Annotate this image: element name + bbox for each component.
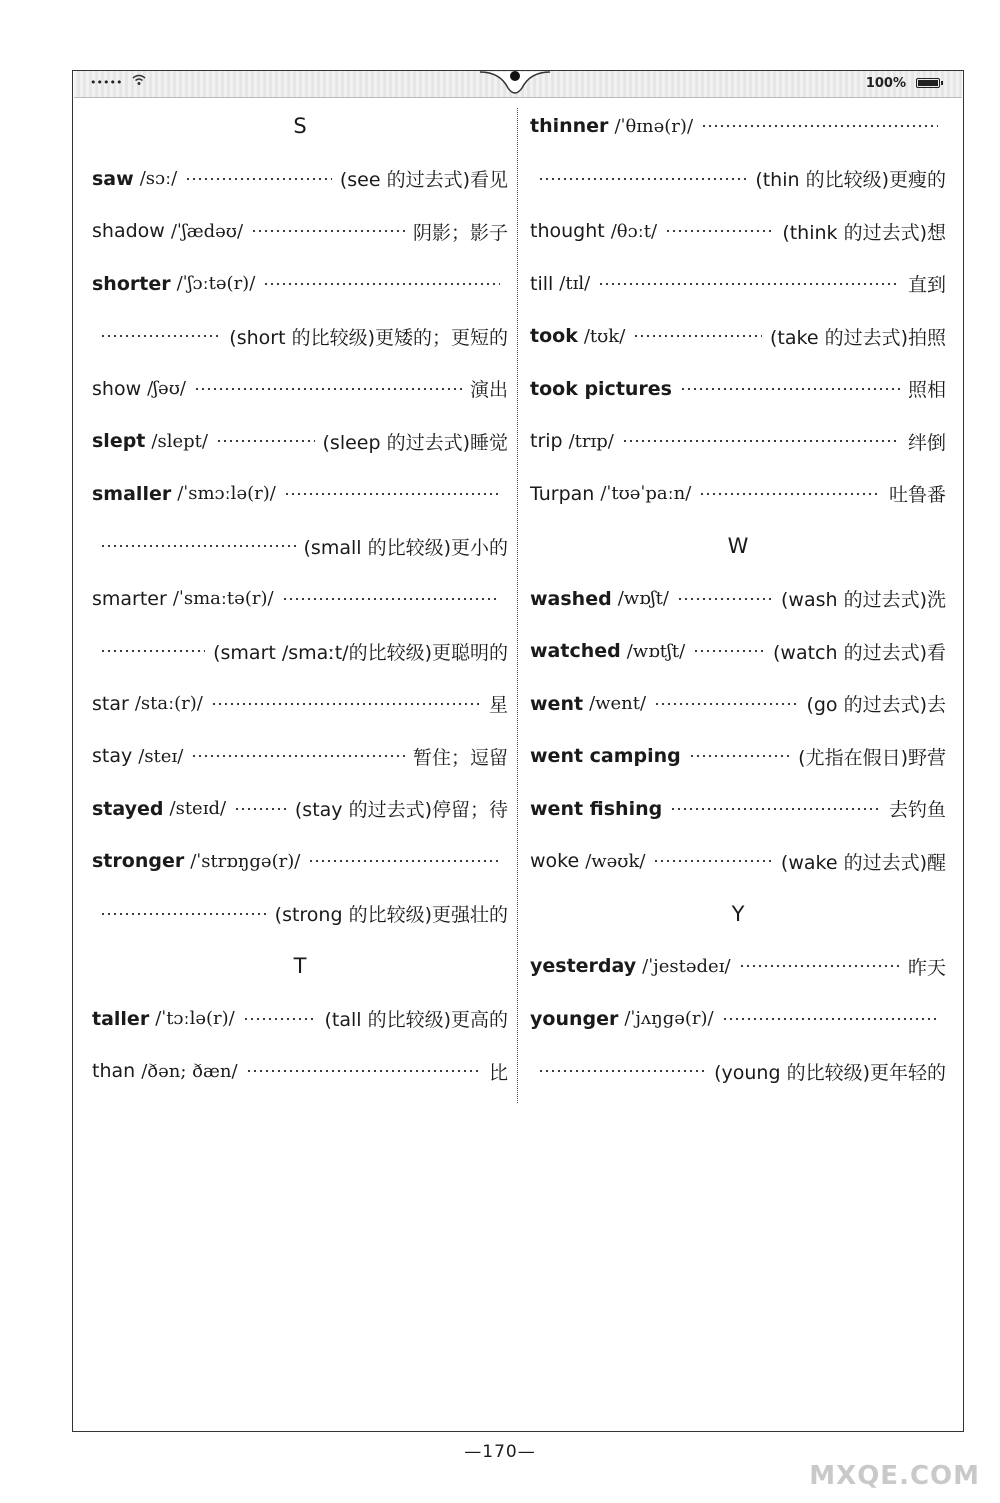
entry-word: stay <box>92 745 133 768</box>
entry-meaning: (strong 的比较级)更强壮的 <box>274 904 508 927</box>
leader-dots <box>216 440 315 442</box>
section-letter: W <box>727 534 749 559</box>
entry-meaning: (smart /smaːt/的比较级)更聪明的 <box>213 641 508 664</box>
battery-percent: 100% <box>865 76 906 91</box>
entry-word: younger <box>530 1007 619 1030</box>
vocab-entry <box>92 835 508 888</box>
vocab-entry <box>92 730 508 783</box>
vocab-entry <box>530 100 946 153</box>
entry-word: taller <box>92 1007 150 1030</box>
vocab-entry <box>530 573 946 626</box>
entry-meaning: (small 的比较级)更小的 <box>303 536 508 559</box>
entry-word: slept <box>92 430 146 453</box>
leader-dots <box>654 703 798 705</box>
entry-phonetic: /ˈsmɔːlə(r)/ <box>177 483 276 505</box>
entry-phonetic: /θɔːt/ <box>610 220 658 242</box>
leader-dots <box>263 283 500 285</box>
vocab-entry <box>92 993 508 1046</box>
leader-dots <box>538 178 747 180</box>
entry-word: took pictures <box>530 377 672 400</box>
leader-dots <box>739 965 900 967</box>
entry-meaning: 照相 <box>907 379 946 402</box>
entry-continuation <box>530 1045 946 1098</box>
vocab-entry <box>92 258 508 311</box>
leader-dots <box>538 1070 706 1072</box>
entry-phonetic: /steɪ/ <box>138 745 184 767</box>
entry-continuation <box>92 888 508 941</box>
entry-phonetic: /wɒʃt/ <box>617 588 669 610</box>
vocab-entry <box>92 415 508 468</box>
entry-word: till <box>530 272 554 295</box>
leader-dots <box>653 860 772 862</box>
vocab-entry <box>92 573 508 626</box>
entry-word: went fishing <box>530 797 663 820</box>
entry-word: Turpan <box>530 482 595 505</box>
vocab-entry <box>92 1045 508 1098</box>
leader-dots <box>670 808 881 810</box>
camera-dot-icon <box>510 71 520 81</box>
entry-word: show <box>92 377 142 400</box>
entry-meaning: (take 的过去式)拍照 <box>770 326 946 349</box>
vocab-entry <box>530 363 946 416</box>
leader-dots <box>689 755 790 757</box>
leader-dots <box>680 388 900 390</box>
vocab-entry <box>92 468 508 521</box>
vocab-entry <box>530 835 946 888</box>
entry-continuation <box>92 520 508 573</box>
entry-word: yesterday <box>530 955 637 978</box>
vocab-entry <box>530 940 946 993</box>
entry-word: thought <box>530 220 605 243</box>
leader-dots <box>211 703 481 705</box>
entry-word: than <box>92 1060 136 1083</box>
right-column <box>530 100 946 1098</box>
vocab-entry <box>530 258 946 311</box>
section-letter: T <box>293 954 307 979</box>
leader-dots <box>598 283 900 285</box>
section-letter: Y <box>731 901 745 926</box>
leader-dots <box>693 650 765 652</box>
entry-word: shorter <box>92 272 171 295</box>
page-number: —170— <box>464 1442 536 1462</box>
entry-phonetic: /ˈjʌŋgə(r)/ <box>624 1008 714 1030</box>
entry-word: smaller <box>92 482 172 505</box>
leader-dots <box>677 598 773 600</box>
vocab-entry <box>92 363 508 416</box>
leader-dots <box>100 545 296 547</box>
entry-word: took <box>530 325 578 348</box>
entry-meaning: 阴影；影子 <box>412 221 508 244</box>
vocab-entry <box>92 205 508 258</box>
entry-continuation <box>530 153 946 206</box>
entry-meaning: (thin 的比较级)更瘦的 <box>755 169 946 192</box>
leader-dots <box>282 598 500 600</box>
leader-dots <box>243 1018 317 1020</box>
entry-meaning: 星 <box>488 694 508 717</box>
entry-meaning: (watch 的过去式)看 <box>773 641 946 664</box>
entry-meaning: (sleep 的过去式)睡觉 <box>322 431 508 454</box>
entry-meaning: 暂住；逗留 <box>412 746 508 769</box>
leader-dots <box>234 808 287 810</box>
entry-continuation <box>92 310 508 363</box>
vocab-entry <box>530 678 946 731</box>
leader-dots <box>191 755 405 757</box>
leader-dots <box>246 1070 481 1072</box>
section-letter: S <box>293 114 307 139</box>
entry-phonetic: /went/ <box>589 693 647 715</box>
entry-phonetic: /trɪp/ <box>568 430 614 452</box>
vocab-entry <box>92 783 508 836</box>
entry-meaning: (think 的过去式)想 <box>782 221 946 244</box>
entry-word: stronger <box>92 850 185 873</box>
vocab-entry <box>530 625 946 678</box>
vocab-entry <box>92 153 508 206</box>
signal-icon: ••••• <box>90 76 123 89</box>
entry-meaning: 吐鲁番 <box>888 484 946 507</box>
entry-phonetic: /wəʊk/ <box>585 850 646 872</box>
entry-meaning: (young 的比较级)更年轻的 <box>714 1061 946 1084</box>
entry-meaning: (wake 的过去式)醒 <box>780 851 946 874</box>
entry-continuation <box>92 625 508 678</box>
vocab-entry <box>530 468 946 521</box>
entry-phonetic: /staː(r)/ <box>134 693 203 715</box>
vocab-entry <box>530 783 946 836</box>
entry-meaning: (wash 的过去式)洗 <box>781 589 946 612</box>
entry-phonetic: /ðən; ðæn/ <box>141 1060 238 1082</box>
leader-dots <box>100 335 221 337</box>
entry-meaning: (short 的比较级)更矮的；更短的 <box>229 326 508 349</box>
entry-meaning: 绊倒 <box>907 431 946 454</box>
leader-dots <box>185 178 332 180</box>
entry-word: washed <box>530 587 612 610</box>
entry-phonetic: /ʃəʊ/ <box>147 378 186 400</box>
entry-word: trip <box>530 430 563 453</box>
entry-phonetic: /ˈtʊəˈpaːn/ <box>600 483 692 505</box>
leader-dots <box>622 440 900 442</box>
camera-notch <box>480 66 550 98</box>
vocab-entry <box>530 730 946 783</box>
vocab-entry <box>530 993 946 1046</box>
entry-meaning: (tall 的比较级)更高的 <box>324 1009 508 1032</box>
entry-phonetic: /ˈstrɒŋgə(r)/ <box>190 850 301 872</box>
leader-dots <box>665 230 774 232</box>
leader-dots <box>100 650 205 652</box>
entry-phonetic: /tɪl/ <box>559 273 591 295</box>
vocab-entry <box>92 678 508 731</box>
entry-phonetic: /ˈʃædəʊ/ <box>170 220 244 242</box>
vocab-entry <box>530 415 946 468</box>
leader-dots <box>722 1018 938 1020</box>
entry-phonetic: /wɒtʃt/ <box>626 640 686 662</box>
leader-dots <box>633 335 762 337</box>
entry-phonetic: /sɔː/ <box>139 168 178 190</box>
entry-phonetic: /ˈjestədeɪ/ <box>642 955 731 977</box>
entry-word: shadow <box>92 220 165 243</box>
entry-phonetic: /ˈtɔːlə(r)/ <box>155 1008 235 1030</box>
entry-meaning: 直到 <box>907 274 946 297</box>
leader-dots <box>194 388 462 390</box>
leader-dots <box>100 913 267 915</box>
entry-meaning: 演出 <box>469 379 508 402</box>
watermark: MXQE.COM <box>809 1461 980 1491</box>
entry-word: went camping <box>530 745 681 768</box>
leader-dots <box>701 125 938 127</box>
entry-phonetic: /slept/ <box>151 430 208 452</box>
entry-meaning: (see 的过去式)看见 <box>339 169 508 192</box>
entry-meaning: 比 <box>488 1061 508 1084</box>
entry-word: stayed <box>92 797 164 820</box>
leader-dots <box>699 493 881 495</box>
entry-phonetic: /steɪd/ <box>169 798 227 820</box>
entry-phonetic: /ˈθɪnə(r)/ <box>614 115 694 137</box>
entry-meaning: 昨天 <box>907 956 946 979</box>
vocab-entry <box>530 310 946 363</box>
entry-phonetic: /ˈsmaːtə(r)/ <box>172 588 274 610</box>
vocab-entry <box>530 205 946 258</box>
leader-dots <box>308 860 500 862</box>
entry-word: smarter <box>92 587 167 610</box>
entry-meaning: (stay 的过去式)停留；待 <box>294 799 508 822</box>
entry-word: saw <box>92 167 134 190</box>
entry-phonetic: /ˈʃɔːtə(r)/ <box>176 273 256 295</box>
entry-meaning: 去钓鱼 <box>888 799 946 822</box>
column-divider <box>517 108 518 1103</box>
leader-dots <box>284 493 500 495</box>
entry-word: watched <box>530 640 621 663</box>
entry-meaning: (尤指在假日)野营 <box>798 746 946 769</box>
leader-dots <box>251 230 405 232</box>
entry-word: thinner <box>530 115 609 138</box>
entry-word: woke <box>530 850 580 873</box>
entry-word: star <box>92 692 129 715</box>
entry-meaning: (go 的过去式)去 <box>806 694 946 717</box>
entry-word: went <box>530 692 584 715</box>
entry-phonetic: /tʊk/ <box>583 325 626 347</box>
left-column <box>92 100 508 1098</box>
